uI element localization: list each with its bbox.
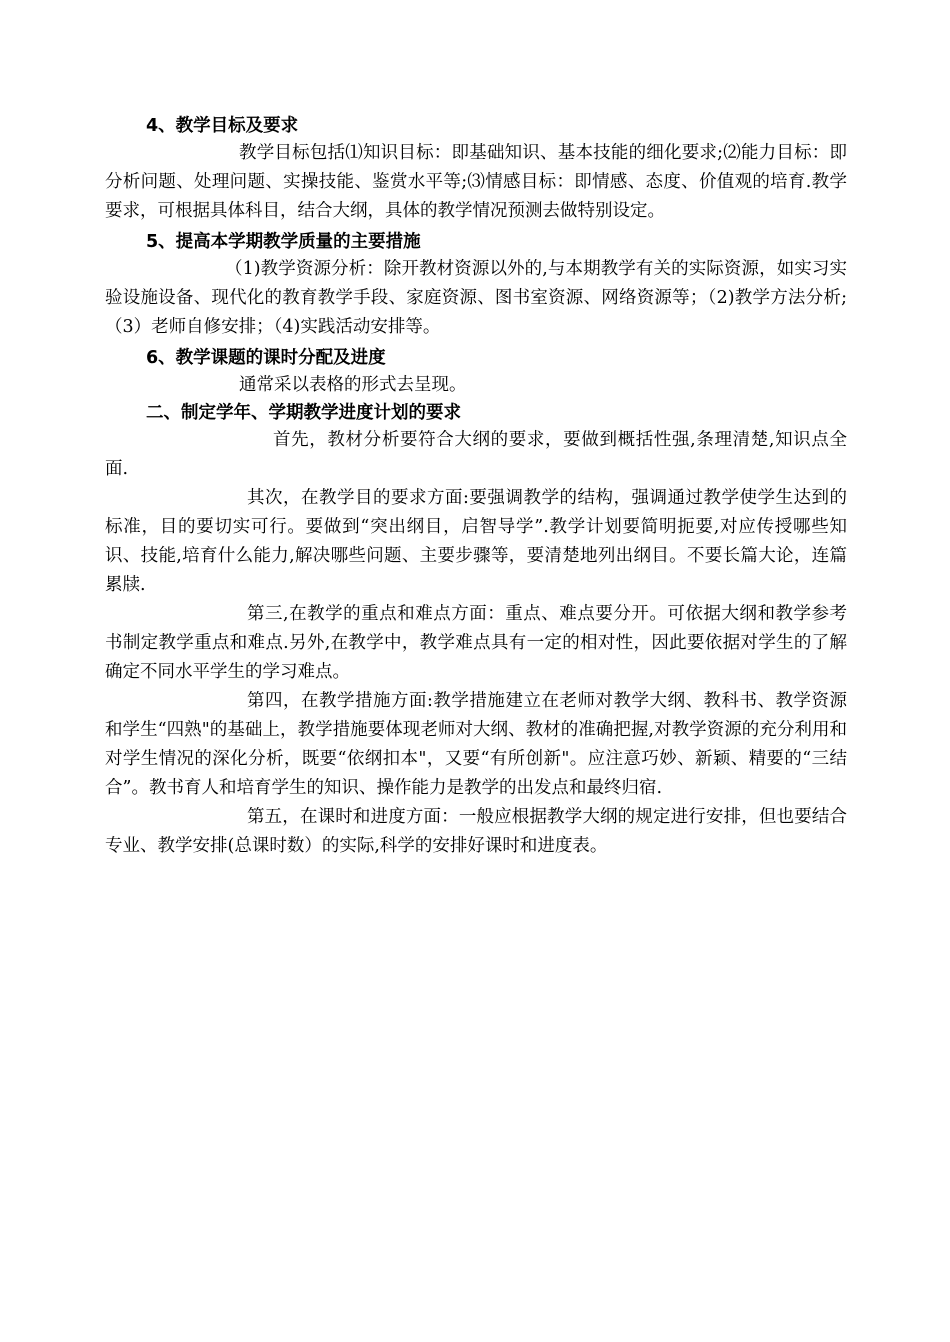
paragraph-teaching-goals: 教学目标包括⑴知识目标：即基础知识、基本技能的细化要求;⑵能力目标：即分析问题、处理问题、实操技能、鉴赏水平等;⑶情感目标：即情感、态度、价值观的培育.教学要求，可根据具体科目，结合大纲，具体的教学情况预测去做特别设定。	[105, 143, 847, 221]
paragraph-quality-measures: （1)教学资源分析：除开教材资源以外的,与本期教学有关的实际资源，如实习实验设施设备、现代化的教育教学手段、家庭资源、图书室资源、网络资源等；（2)教学方法分析;（3）老师自修安排；（4)实践活动安排等。	[105, 259, 847, 337]
section-heading-quality-measures: 5、提高本学期教学质量的主要措施	[146, 232, 421, 252]
section-heading-schedule: 6、教学课题的课时分配及进度	[146, 348, 386, 368]
paragraph-fifth: 第五，在课时和进度方面：一般应根据教学大纲的规定进行安排，但也要结合专业、教学安排(总课时数）的实际,科学的安排好课时和进度表。	[105, 807, 847, 856]
paragraph-second: 其次，在教学目的要求方面:要强调教学的结构，强调通过教学使学生达到的标准，目的要切实可行。要做到“突出纲目，启智导学”.教学计划要简明扼要,对应传授哪些知识、技能,培育什么能力,解决哪些问题、主要步骤等，要清楚地列出纲目。不要长篇大论，连篇累牍.	[105, 488, 847, 595]
section-heading-teaching-goals: 4、教学目标及要求	[146, 116, 299, 136]
paragraph-fourth: 第四，在教学措施方面:教学措施建立在老师对教学大纲、教科书、教学资源和学生“四熟"的基础上，教学措施要体现老师对大纲、教材的准确把握,对教学资源的充分利用和对学生情况的深化分析，既要“依纲扣本"，又要“有所创新"。应注意巧妙、新颖、精要的“三结合”。教书育人和培育学生的知识、操作能力是教学的出发点和最终归宿.	[105, 691, 847, 798]
section-heading-plan-requirements: 二、制定学年、学期教学进度计划的要求	[146, 403, 461, 423]
paragraph-schedule: 通常采以表格的形式去呈现。	[239, 375, 467, 395]
paragraph-third: 第三,在教学的重点和难点方面：重点、难点要分开。可依据大纲和教学参考书制定教学重点和难点.另外,在教学中，教学难点具有一定的相对性，因此要依据对学生的了解确定不同水平学生的学习难点。	[105, 604, 847, 682]
paragraph-first: 首先，教材分析要符合大纲的要求，要做到概括性强,条理清楚,知识点全面.	[105, 430, 847, 479]
document-page	[105, 113, 847, 861]
